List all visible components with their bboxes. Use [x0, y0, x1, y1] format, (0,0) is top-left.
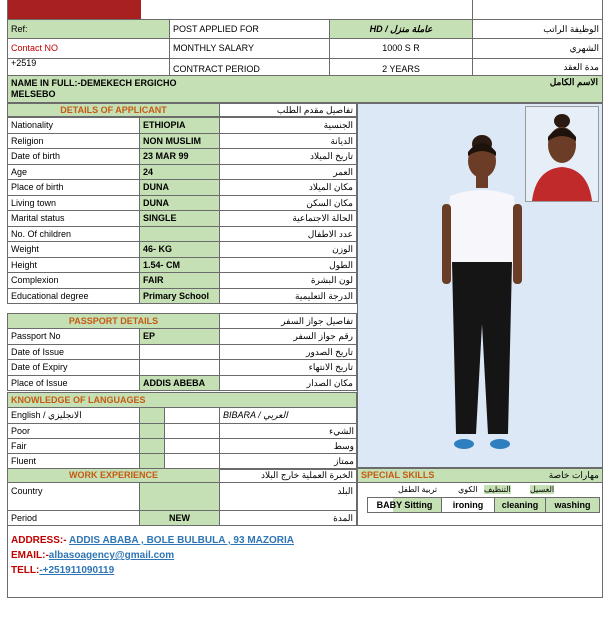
detail-label: No. Of children	[7, 226, 140, 242]
language-arabic: BIBARA / العربي	[219, 407, 357, 424]
passport-value	[139, 359, 220, 376]
contract-label: CONTRACT PERIOD	[173, 64, 260, 74]
details-title-ar: تفاصيل مقدم الطلب	[276, 105, 353, 115]
skills-title-ar: مهارات خاصة	[548, 470, 599, 480]
detail-ar: الطول	[219, 257, 357, 273]
contract-label-cell	[169, 58, 330, 76]
detail-ar: عدد الاطفال	[219, 226, 357, 242]
contract-ar: مدة العقد	[563, 62, 599, 72]
detail-ar: الحالة الاجتماعية	[219, 210, 357, 227]
detail-value: Primary School	[139, 288, 220, 304]
detail-label: Age	[7, 164, 140, 180]
detail-label: Place of birth	[7, 179, 140, 196]
detail-ar: تاريخ الميلاد	[219, 148, 357, 165]
ref-label-cell	[7, 19, 170, 39]
country-label-cell	[7, 482, 140, 511]
language-label: Fluent	[7, 453, 140, 470]
contract-value: 2 YEARS	[382, 64, 420, 74]
work-title-ar: الخبرة العملية خارج البلاد	[260, 470, 353, 480]
passport-value: EP	[139, 328, 220, 345]
period-ar-cell	[219, 510, 357, 526]
detail-label: Marital status	[7, 210, 140, 227]
post-ar: الوظيفة الراتب	[543, 24, 599, 34]
detail-label: Weight	[7, 241, 140, 258]
period-label-cell	[7, 510, 140, 526]
detail-value: DUNA	[139, 195, 220, 211]
detail-value: 46- KG	[139, 241, 220, 258]
salary-value: 1000 S R	[382, 43, 420, 53]
detail-label: Date of birth	[7, 148, 140, 165]
passport-ar: تاريخ الانتهاء	[219, 359, 357, 376]
contract-value-cell	[329, 58, 473, 76]
language-level-a	[139, 438, 165, 454]
passport-header-cell	[7, 313, 220, 329]
detail-value: 24	[139, 164, 220, 180]
salary-label: MONTHLY SALARY	[173, 43, 255, 53]
top-frame-divider	[472, 0, 473, 19]
detail-ar: مكان السكن	[219, 195, 357, 211]
skill-item: washing	[545, 497, 600, 513]
detail-ar: العمر	[219, 164, 357, 180]
skill-ar-label: الغسيل	[530, 485, 555, 494]
skill-ar-label: تربية الطفل	[398, 485, 438, 494]
language-level-b	[164, 438, 220, 454]
passport-ar: تاريخ الصدور	[219, 344, 357, 360]
detail-value: FAIR	[139, 272, 220, 289]
language-ar: ممتاز	[334, 456, 354, 466]
post-label-cell	[169, 19, 330, 39]
top-frame	[7, 0, 603, 19]
name-ar: الاسم الكامل	[549, 77, 598, 87]
passport-label: Date of Issue	[7, 344, 140, 360]
skill-item: ironing	[441, 497, 495, 513]
language-ar	[260, 408, 354, 423]
salary-ar: الشهري	[569, 43, 599, 53]
salary-ar-cell	[472, 38, 603, 59]
contract-ar-cell	[472, 58, 603, 76]
email-label: EMAIL:-	[11, 550, 49, 561]
language-ar: الشيء	[328, 426, 354, 436]
detail-ar: مكان الميلاد	[219, 179, 357, 196]
passport-value: ADDIS ABEBA	[139, 375, 220, 391]
post-value: HD / عاملة منزل	[369, 24, 433, 34]
period-label: Period	[11, 513, 38, 523]
passport-title-ar: تفاصيل جواز السفر	[281, 316, 353, 326]
language-label: Poor	[7, 423, 140, 439]
passport-label: Date of Expiry	[7, 359, 140, 376]
portrait-photo	[525, 106, 599, 202]
post-value-cell	[329, 19, 473, 39]
detail-ar: الديانة	[219, 133, 357, 149]
detail-value: 1.54- CM	[139, 257, 220, 273]
phone-code-cell	[7, 58, 170, 76]
detail-label: Height	[7, 257, 140, 273]
detail-ar: الوزن	[219, 241, 357, 258]
period-value-cell	[139, 510, 220, 526]
detail-label: Nationality	[7, 117, 140, 134]
language-level-a	[139, 407, 165, 424]
address-line	[11, 535, 294, 546]
language-label: Fair	[7, 438, 140, 454]
contact-label: Contact NO	[11, 43, 59, 53]
country-value-cell	[139, 482, 220, 511]
country-label: Country	[11, 486, 43, 496]
ref-label: Ref:	[11, 24, 28, 34]
detail-value: 23 MAR 99	[139, 148, 220, 165]
detail-ar: الجنسية	[219, 117, 357, 134]
detail-ar: الدرجة التعليمية	[219, 288, 357, 304]
skills-title: SPECIAL SKILLS	[361, 470, 435, 480]
passport-ar: رقم جواز السفر	[219, 328, 357, 345]
language-ar: وسط	[333, 441, 354, 451]
contact-cell	[7, 38, 170, 59]
email-line	[11, 550, 174, 561]
country-ar: البلد	[337, 486, 353, 496]
passport-header-ar-cell	[219, 313, 357, 329]
tell-label: TELL:	[11, 565, 40, 576]
detail-label: Religion	[7, 133, 140, 149]
passport-label: Place of Issue	[7, 375, 140, 391]
work-header-ar-cell	[219, 468, 357, 483]
details-header-cell	[7, 103, 220, 117]
languages-title: KNOWLEDGE OF LANGUAGES	[11, 395, 146, 405]
skill-item: cleaning	[494, 497, 546, 513]
work-header-cell	[7, 468, 220, 483]
detail-value: SINGLE	[139, 210, 220, 227]
period-ar: المدة	[333, 513, 353, 523]
detail-value: NON MUSLIM	[139, 133, 220, 149]
language-level-b	[164, 407, 220, 424]
details-title: DETAILS OF APPLICANT	[60, 105, 167, 115]
detail-label: Educational degree	[7, 288, 140, 304]
skill-ar-label: التنظيف	[484, 485, 511, 494]
skill-item: BABY Sitting	[367, 497, 442, 513]
passport-label: Passport No	[7, 328, 140, 345]
languages-header-cell	[7, 392, 357, 408]
detail-value	[139, 226, 220, 242]
name-line-1: NAME IN FULL:-DEMEKECH ERGICHO	[11, 78, 177, 88]
address-link[interactable]: ADDIS ABABA , BOLE BULBULA , 93 MAZORIA	[68, 535, 294, 546]
post-ar-cell	[472, 19, 603, 39]
work-title: WORK EXPERIENCE	[68, 470, 158, 480]
email-link[interactable]: albasoagency@gmail.com	[48, 550, 175, 561]
name-line-2: MELSEBO	[11, 89, 56, 99]
skills-header-cell	[357, 468, 603, 483]
country-ar-cell	[219, 482, 357, 511]
passport-title: PASSPORT DETAILS	[68, 316, 159, 326]
address-label: ADDRESS:-	[11, 535, 67, 546]
detail-value: ETHIOPIA	[139, 117, 220, 134]
skill-ar-label: الكوي	[458, 485, 478, 494]
tell-link[interactable]: -+251911090119	[39, 565, 115, 576]
phone-code: +2519	[11, 58, 37, 68]
detail-label: Complexion	[7, 272, 140, 289]
detail-value: DUNA	[139, 179, 220, 196]
tell-line	[11, 565, 114, 576]
passport-ar: مكان الصدار	[219, 375, 357, 391]
language-label: English / الانجليزي	[7, 407, 140, 424]
passport-value	[139, 344, 220, 360]
period-value: NEW	[169, 513, 190, 523]
post-label: POST APPLIED FOR	[173, 24, 259, 34]
language-level-a	[139, 423, 165, 439]
details-header-ar-cell	[219, 103, 357, 117]
detail-label: Living town	[7, 195, 140, 211]
salary-value-cell	[329, 38, 473, 59]
language-level-b	[164, 423, 220, 439]
detail-ar: لون البشرة	[219, 272, 357, 289]
salary-label-cell	[169, 38, 330, 59]
